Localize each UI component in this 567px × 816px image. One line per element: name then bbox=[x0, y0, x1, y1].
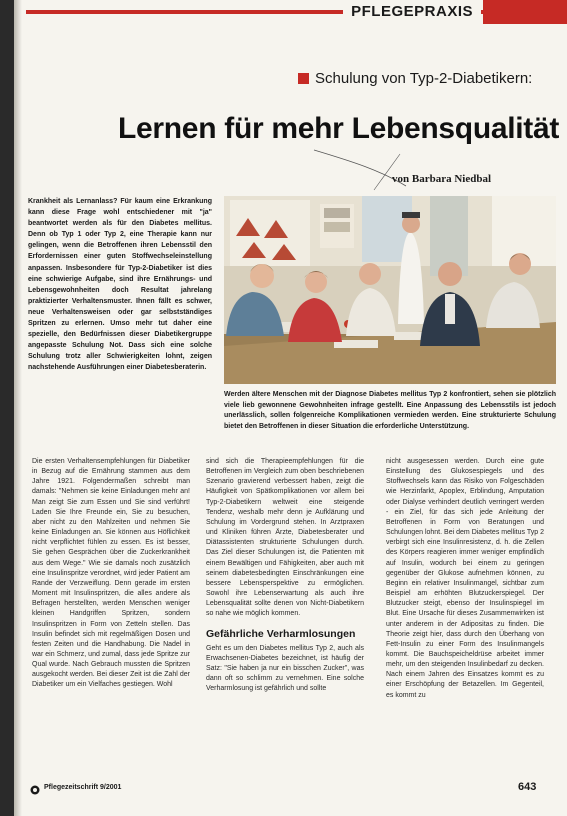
body-column-2-part-2: Geht es um den Diabetes mellitus Typ 2, auch als Erwachsenen-Diabetes bezeichnet, ist häufig der Satz: "Sie haben ja nur ein bisschen Zucker", was dann oft so schlimm zu vernehmen. Eine solche Verharmlosung ist gefährlich und sollte bbox=[206, 644, 364, 693]
body-column-1: Die ersten Verhaltensempfehlungen für Diabetiker in Bezug auf die Ernährung stammen aus dem Jahre 1921. Folgendermaßen schreibt man damals: "Nehmen sie keine Einladungen mehr an! Man zeigt Sie zum Essen und Sie sind verführt! Laden Sie Ihre Freunde ein, Sie zu besuchen, aber nicht zu den Mahlzeiten und nehmen Sie keine Einladungen an. Sie können aus Höflichkeit nicht verpflichtet fühlen zu essen. Es ist besser, Sie gehen Gesprächen über die Zuckerkrankheit aus dem Wege." Wie sie damals noch zusätzlich eine Insulinspritze verordnet, wird jeder Patient am Rande der Verzweiflung. Denn gerade im ersten Moment mit Insulinspritzen, die alles andere als Befragen herstellten, werden Menschen weniger kleinen Handgriffen Spritzen, sondern Insulinspritzen in Form von Zetteln stellen. Das Insulin befindet sich mit regelmäßigen Dosen und festen Zeiten und die Handhabung. Die Nadel in war ein Schmerz, und zumal, dass jede Spritze zur Qual wurde. Nach Gebrauch mussten die Spritzen ausgekocht werden. Bei dieser Zeit ist die Zahl der Diabetiker um ein Vielfaches gestiegen. Wohl bbox=[32, 458, 190, 689]
article-byline: von Barbara Niedbal bbox=[392, 173, 492, 185]
section-header bbox=[14, 0, 567, 24]
article-title: Lernen für mehr Lebensqualität bbox=[118, 112, 560, 145]
section-subheading: Gefährliche Verharmlosungen bbox=[206, 627, 356, 640]
body-column-3: nicht ausgesessen werden. Durch eine gute Einstellung des Glukosespiegels und des Stoffwechsels kann das Risiko von Folgeschäden wie Herzinfarkt, Apoplex, Erblindung, Amputation oder Dialyse verhindert deutlich verringert werden - ein Ziel, für das sich jede Anleitung der Betroffenen in Form von Beratungen und Schulungen lohnt. Bei dem Diabetes mellitus Typ 2 verbirgt sich eine Insulinresistenz, d. h. die Zellen des Körpers reagieren immer weniger empfindlich auf Insulin, wodurch bei einem zu geringen gegenüber der Glukose aufnehmen können, zu Beginn ein relativer Insulinmangel, sichtbar zum Beispiel am erhöhten Blutzuckerspiegel. Der Blutzucker steigt, ebenso der Insulinspiegel im Blut. Eine Ursache für dieses Zusammenwirken ist unter anderem in der Adipositas zu finden. Die Theorie zeigt hier, dass durch den Überhang von Fett-Insulin zu einer Form des Insulinmangels kommt. Die Bauchspeicheldrüse arbeitet immer mehr, um den steigenden Insulinbedarf zu decken. Nach einem Jahren des Einsatzes kommt es zu einer Erschöpfung der Betazellen. Im Gegenteil, es kommt zu bbox=[386, 458, 544, 699]
article-intro: Krankheit als Lernanlass? Für kaum eine Erkrankung kann diese Frage wohl entschiedener mit "ja" beantwortet werden als für den Diabetes mellitus. Denn ob Typ 1 oder Typ 2, eine Therapie kann nur gelingen, wenn die Betroffenen ihren Lebensstil den Erfordernissen einer guten Stoffwechseleinstellung anpassen. Insbesondere für Typ-2-Diabetiker ist dies eine schwierige Aufgabe, sind ihre Ernährungs- und Lebensgewohnheiten doch Resultat jahrelang praktizierter Verhaltensmuster. Ihnen fällt es schwer, neue Verhaltensweisen oder gar selbstständiges Spritzen zu erlernen. Umso mehr tut daher eine spezielle, den Bedürfnissen dieser Diabetikergruppe angepasste Schulung Not. Dass sich eine solche Schulung trotz aller Schwierigkeiten lohnt, zeigen nachstehende Ausführungen einer Diabetesberaterin. bbox=[28, 198, 212, 372]
binding-shadow bbox=[14, 0, 22, 816]
photo-caption: Werden ältere Menschen mit der Diagnose Diabetes mellitus Typ 2 konfrontiert, sehen sie plötzlich viele lieb gewonnene Gewohnheiten infrage gestellt. Eine Anpassung des Lebensstils ist jedoch unerlässlich, sollen folgenreiche Komplikationen vermieden werden. Eine strukturierte Schulung bietet den Betroffenen in dieser Situation die erforderliche Unterstützung. bbox=[224, 391, 556, 430]
section-label: PFLEGEPRAXIS bbox=[343, 0, 481, 24]
page-number: 643 bbox=[518, 781, 537, 793]
header-color-block bbox=[483, 0, 567, 24]
journal-source: Pflegezeitschrift 9/2001 bbox=[44, 784, 122, 791]
seminar-photo bbox=[224, 196, 556, 384]
bullet-square-icon bbox=[298, 73, 309, 84]
body-column-2 bbox=[206, 457, 364, 694]
magazine-page bbox=[14, 0, 567, 816]
journal-logo-icon bbox=[30, 785, 40, 795]
body-column-2-part-1: sind sich die Therapieempfehlungen für die Betroffenen im Vergleich zum oben beschriebenen Szenario gravierend verbessert haben, zeigt die Häufigkeit von Spätkomplikationen vor allem bei Typ-2-Diabetikern weltweit eine steigende Tendenz, weshalb mehr denn je Aufklärung und Schulung im Vordergrund stehen. In Arztpraxen und Kliniken führen Ärzte, Diabetesberater und Diätassistenten strukturierte Schulungen durch. Das Ziel dieser Schulungen ist, die Patienten mit einem Bewältigen und Fähigkeiten, aber auch mit seinem diabetesbedingten Einschränkungen eine bessere Lebensperspektive zu ermöglichen. Sowohl ihre Lebenserwartung als auch ihre Lebensqualität sollte denen von Nicht-Diabetikern so nahe wie möglich kommen. bbox=[206, 458, 364, 618]
kicker-text: Schulung von Typ-2-Diabetikern: bbox=[315, 70, 533, 87]
article-kicker bbox=[298, 70, 532, 87]
